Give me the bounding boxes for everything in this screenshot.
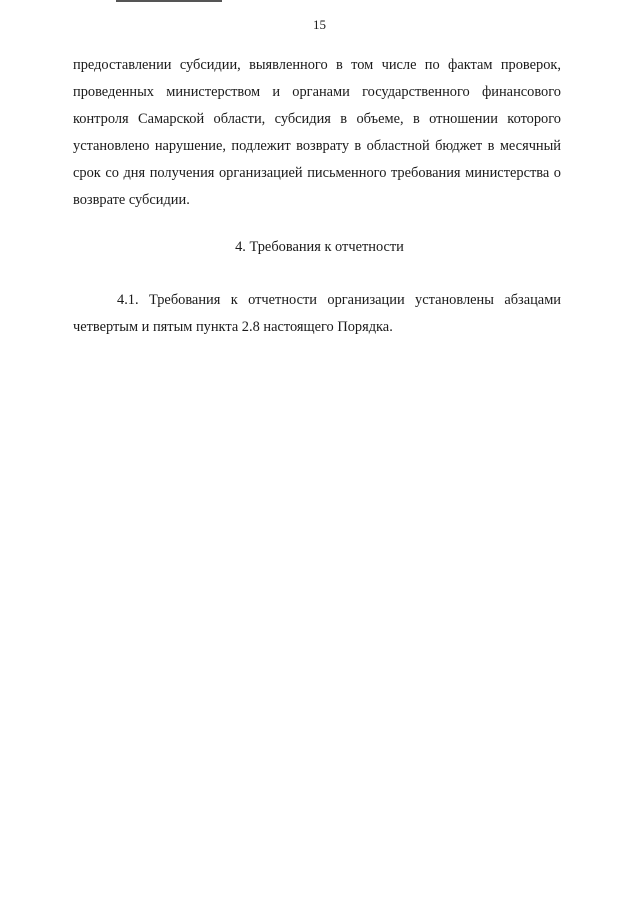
section-heading: 4. Требования к отчетности xyxy=(235,239,404,255)
paragraph-reporting-requirements: 4.1. Требования к отчетности организации установлены абзацами четвертым и пятым пункта 2.8 настоящего Порядка. xyxy=(73,292,561,335)
scan-top-line xyxy=(116,0,222,2)
page-number: 15 xyxy=(313,17,326,32)
paragraph-subsidy-return: предоставлении субсидии, выявленного в том числе по фактам проверок, проведенных министерством и органами государственного финансового контроля Самарской области, субсидия в объеме, в отношении которого установлено нарушение, подлежит возврату в областной бюджет в месячный срок со дня получения организацией письменного требования министерства о возврате субсидии. xyxy=(73,57,561,208)
